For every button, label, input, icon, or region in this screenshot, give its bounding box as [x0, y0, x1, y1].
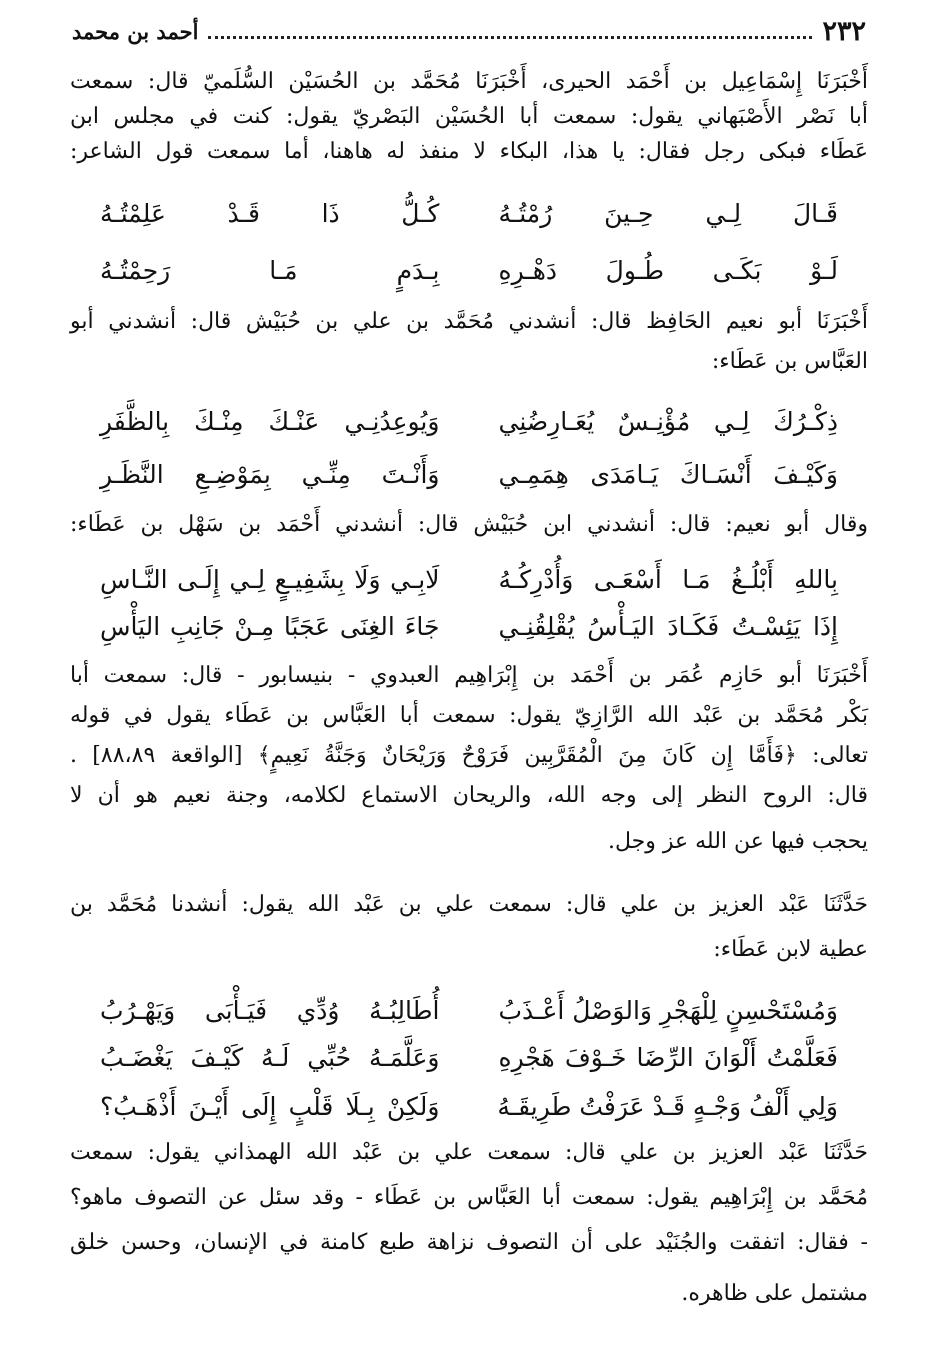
page-number: ٢٣٢: [822, 15, 866, 47]
verse-first-hemistich: بِاللهِ أَبْلُـغُ مَـا أَسْعَـى وَأُدْرِكُـهُ: [498, 565, 838, 594]
text-line: عَطَاء فبكى رجل فقال: يا هذا، البكاء لا منفذ له هاهنا، أما سمعت قول الشاعر:: [70, 139, 868, 164]
text-line: العَبَّاس بن عَطَاء:: [711, 349, 868, 374]
verse-second-hemistich: جَاءَ الغِنَى عَجَبًا مِـنْ جَانِبِ اليَأْسِ: [100, 612, 440, 641]
verse-line: [100, 1089, 838, 1125]
verse-line: [100, 253, 838, 289]
verse-second-hemistich: لَابِـي وَلَا بِشَفِيـعٍ لِـي إِلَـى النَّـاسِ: [100, 565, 440, 594]
verse-first-hemistich: وَمُسْتَحْسِنٍ لِلْهَجْرِ وَالوَصْلُ أَعْـذَبُ: [498, 996, 838, 1025]
verse-first-hemistich: إِذَا يَئِسْـتُ فَكَـادَ اليَـأْسُ يُقْلِقُنِـي: [498, 612, 838, 641]
text-line: وقال أبو نعيم: قال: أنشدني ابن حُبَيْش قال: أنشدني أَحْمَد بن سَهْل بن عَطَاء:: [70, 512, 868, 537]
verse-first-hemistich: وَلِي أَلْفُ وَجْـهٍ قَـدْ عَرَفْتُ طَرِيقَـهُ: [497, 1092, 838, 1121]
verse-line: [100, 404, 838, 440]
header-dotted-leader: [208, 36, 812, 39]
verse-first-hemistich: فَعَلَّمْتُ أَلْوَانَ الرِّضَا خَـوْفَ هَجْرِهِ: [498, 1043, 838, 1072]
verse-first-hemistich: ذِكْـرُكَ لِـي مُؤْنِـسٌ يُعَـارِضُنِي: [498, 407, 838, 436]
verse-second-hemistich: وَلَكِنْ بِـلَا قَلْبٍ إِلَى أَيْـنَ أَذْهَـبُ؟: [100, 1092, 440, 1121]
verse-first-hemistich: قَـالَ لِـي حِـينَ رُمْتُـهُ: [498, 199, 838, 228]
text-line: حَدَّثَنَا عَبْد العزيز بن علي قال: سمعت علي بن عَبْد الله الهمذاني يقول: سمعت: [70, 1140, 868, 1165]
text-line: عطية لابن عَطَاء:: [713, 937, 868, 962]
text-line: مشتمل على ظاهره.: [681, 1281, 868, 1306]
text-line: أَخْبَرَنَا إِسْمَاعِيل بن أَحْمَد الحيرى، أَخْبَرَنَا مُحَمَّد بن الحُسَيْن السُّلَميّ قال: سمعت: [70, 69, 868, 94]
verse-line: [100, 609, 838, 645]
verse-second-hemistich: وَعَلَّمَـهُ حُبِّي لَـهُ كَيْـفَ يَغْضَـبُ: [100, 1043, 440, 1072]
text-line: أَخْبَرَنَا أبو حَازِم عُمَر بن أَحْمَد بن إِبْرَاهِيم العبدوي - بنيسابور - قال: سمعت أبا: [70, 663, 868, 688]
verse-second-hemistich: أُطَالِبُـهُ وُدِّي فَيَـأْبَى وَيَهْـرُبُ: [100, 996, 440, 1025]
text-line: قال: الروح النظر إلى وجه الله، والريحان الاستماع لكلامه، وجنة نعيم هو أن لا: [70, 783, 868, 808]
verse-first-hemistich: لَـوْ بَكَـى طُـولَ دَهْـرِهِ: [498, 256, 838, 285]
verse-second-hemistich: وَيُوعِدُنِـي عَنْـكَ مِنْـكَ بِالظَّفَرِ: [100, 407, 440, 436]
text-line: أَخْبَرَنَا أبو نعيم الحَافِظ قال: أنشدني مُحَمَّد بن علي بن حُبَيْش قال: أنشدني أبو: [70, 309, 868, 334]
text-line: بَكْر مُحَمَّد بن عَبْد الله الرَّازِيّ يقول: سمعت أبا العَبَّاس بن عَطَاء يقول في قوله: [70, 703, 868, 728]
verse-first-hemistich: وَكَيْـفَ أَنْسَـاكَ يَـامَدَى هِمَمِـي: [498, 460, 838, 489]
text-line: يحجب فيها عن الله عز وجل.: [607, 829, 868, 854]
text-line: تعالى: ﴿فَأَمَّا إِن كَانَ مِنَ الْمُقَرَّبِين فَرَوْحٌ وَرَيْحَانٌ وَجَنَّةُ نَعِيمٍ﴾ [الواقعة ٨٨،٨٩] .: [70, 743, 868, 768]
verse-line: [100, 562, 838, 598]
text-line: مُحَمَّد بن إِبْرَاهِيم يقول: سمعت أبا العَبَّاس بن عَطَاء - وقد سئل عن التصوف ماهو؟: [70, 1185, 868, 1210]
verse-second-hemistich: كُـلُّ ذَا قَـدْ عَلِمْتُـهُ: [100, 199, 440, 228]
running-title: أحمد بن محمد: [72, 18, 199, 44]
verse-line: [100, 196, 838, 232]
verse-second-hemistich: بِـدَمٍ مَـا رَحِمْتُـهُ: [100, 256, 440, 285]
text-line: حَدَّثَنَا عَبْد العزيز بن علي قال: سمعت علي بن عَبْد الله يقول: أنشدنا مُحَمَّد بن: [70, 892, 868, 917]
text-line: أبا نَصْر الأَصْبَهاني يقول: سمعت أبا الحُسَيْن البَصْريّ يقول: كنت في مجلس ابن: [70, 104, 868, 129]
verse-line: [100, 457, 838, 493]
page-header: [72, 14, 866, 48]
verse-line: [100, 1040, 838, 1076]
verse-second-hemistich: وَأَنْـتَ مِنِّـي بِمَوْضِـعِ النَّظَـرِ: [100, 460, 440, 489]
text-line: - فقال: اتفقت والجُنَيْد على أن التصوف نزاهة طبع كامنة في الإنسان، وحسن خلق: [70, 1230, 868, 1255]
verse-line: [100, 993, 838, 1029]
